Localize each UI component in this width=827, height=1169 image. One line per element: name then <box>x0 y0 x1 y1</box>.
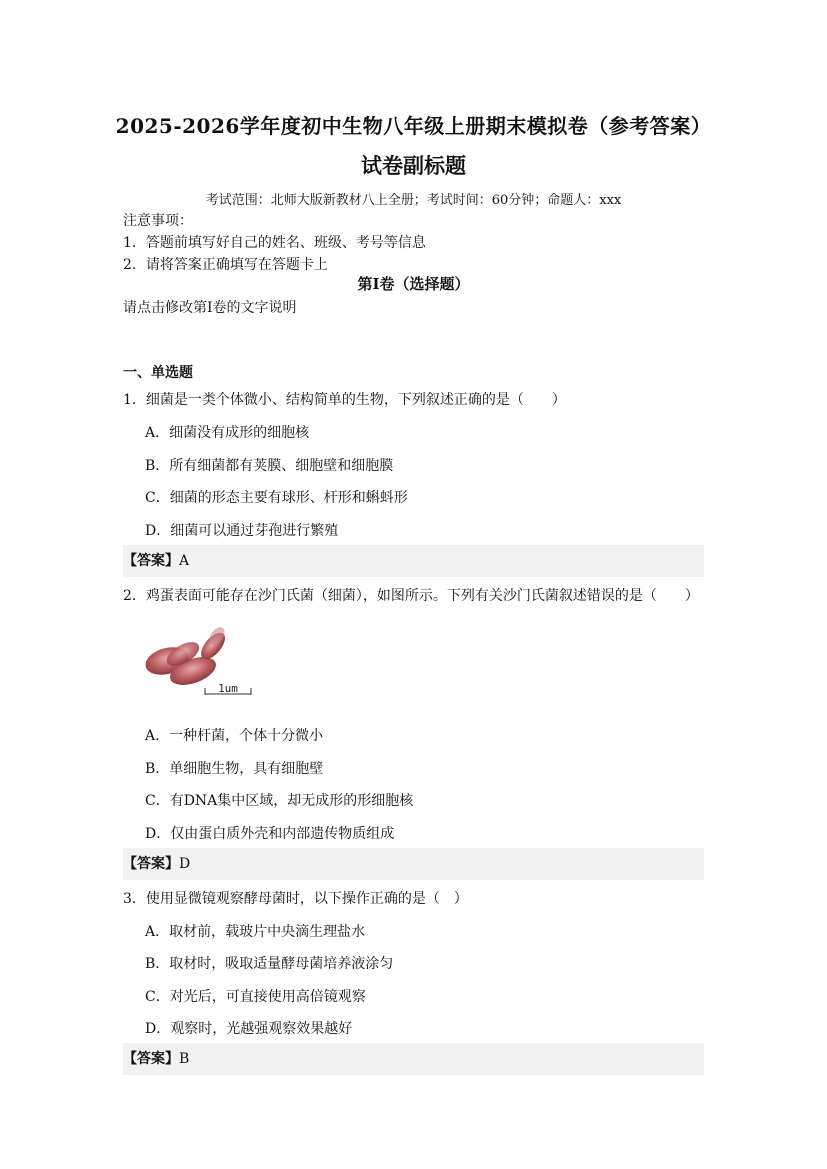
question-stem: 2．鸡蛋表面可能存在沙门氏菌（细菌），如图所示。下列有关沙门氏菌叙述错误的是（ ） <box>123 588 699 604</box>
bacteria-figure <box>135 616 255 706</box>
page-title: 2025-2026学年度初中生物八年级上册期末模拟卷（参考答案） <box>115 114 712 138</box>
note-item: 1．答题前填写好自己的姓名、班级、考号等信息 <box>123 235 426 251</box>
answer-value: D <box>179 856 191 872</box>
answer-bar <box>123 1043 704 1075</box>
option-a: A．一种杆菌，个体十分微小 <box>145 728 324 744</box>
scale-label: 1um <box>218 682 238 695</box>
option-d: D．仅由蛋白质外壳和内部遗传物质组成 <box>145 826 395 842</box>
option-b: B．单细胞生物，具有细胞壁 <box>145 761 324 777</box>
notes-heading: 注意事项： <box>123 213 193 229</box>
option-b: B．取材时，吸取适量酵母菌培养液涂匀 <box>145 956 394 972</box>
option-c: C．有DNA集中区域，却无成形的形细胞核 <box>145 793 414 809</box>
option-c: C．细菌的形态主要有球形、杆形和蝌蚪形 <box>145 490 408 506</box>
option-c: C．对光后，可直接使用高倍镜观察 <box>145 989 366 1005</box>
option-b: B．所有细菌都有荚膜、细胞壁和细胞膜 <box>145 458 394 474</box>
option-a: A．取材前，载玻片中央滴生理盐水 <box>145 924 366 940</box>
answer-label: 【答案】 <box>123 1051 179 1067</box>
option-a: A．细菌没有成形的细胞核 <box>145 425 310 441</box>
answer-label: 【答案】 <box>123 553 179 569</box>
note-item: 2．请将答案正确填写在答题卡上 <box>123 257 328 273</box>
option-d: D．细菌可以通过芽孢进行繁殖 <box>145 523 339 539</box>
page-subtitle: 试卷副标题 <box>361 153 466 178</box>
answer-value: B <box>179 1051 190 1067</box>
answer-bar <box>123 545 704 577</box>
part-heading: 一、单选题 <box>123 365 193 381</box>
question-stem: 1．细菌是一类个体微小、结构简单的生物，下列叙述正确的是（ ） <box>123 392 566 408</box>
answer-value: A <box>179 553 190 569</box>
section-description: 请点击修改第I卷的文字说明 <box>123 300 297 316</box>
salmonella-image <box>135 616 255 706</box>
exam-info: 考试范围：北师大版新教材八上全册；考试时间：60分钟；命题人：xxx <box>205 193 622 208</box>
answer-label: 【答案】 <box>123 856 179 872</box>
section-title: 第I卷（选择题） <box>357 275 470 293</box>
option-d: D．观察时，光越强观察效果越好 <box>145 1021 353 1037</box>
answer-bar <box>123 848 704 880</box>
question-stem: 3．使用显微镜观察酵母菌时，以下操作正确的是（ ） <box>123 891 468 907</box>
